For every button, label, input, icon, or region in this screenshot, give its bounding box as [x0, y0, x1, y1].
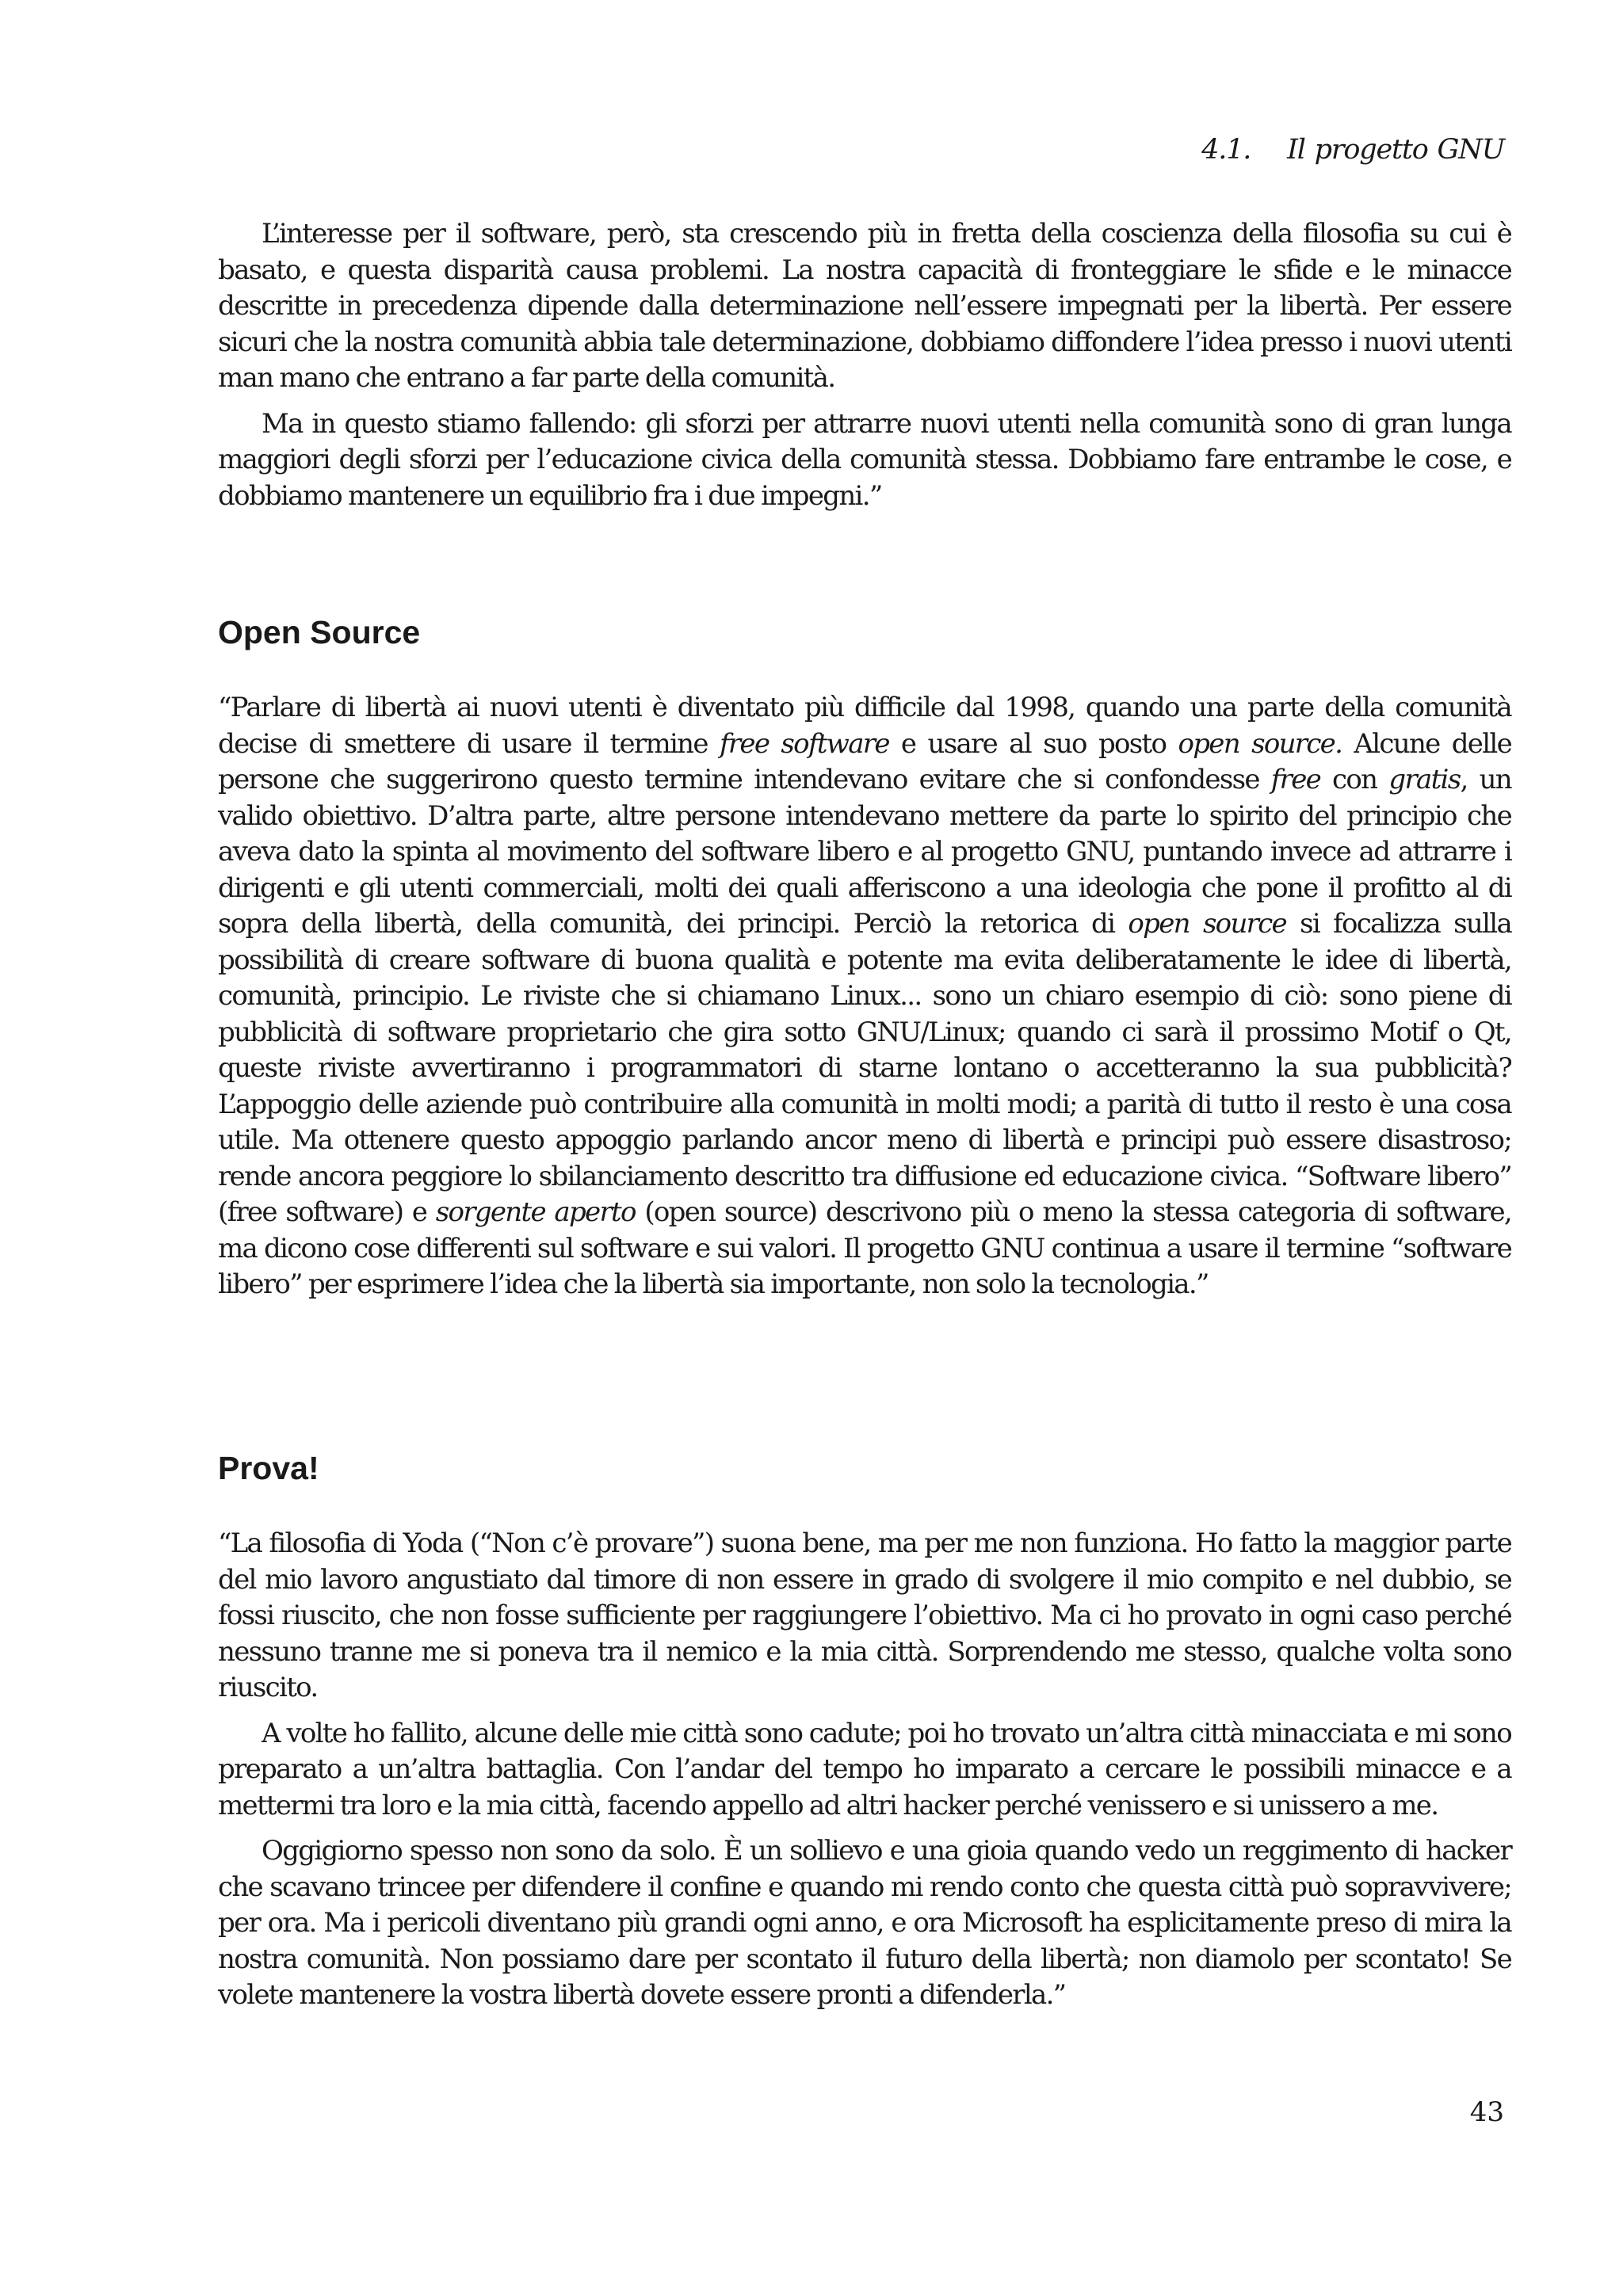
intro-text — [218, 216, 1511, 524]
text-segment: , un valido obiettivo. D’altra parte, altre persone intendevano mettere da parte lo spirito del principio che aveva dato la spinta al movimento del software libero e al progetto GNU, puntando invece ad attrarre i dirigenti e gli utenti commerciali, molti dei quali afferiscono a una ideologia che pone il profitto al di sopra della libertà, della comunità, dei principi. Perciò la retorica di — [218, 764, 1511, 940]
emphasis-sorgente-aperto: sorgente aperto — [435, 1196, 636, 1228]
emphasis-free: free — [1270, 764, 1321, 795]
prova-text — [218, 1526, 1511, 2023]
prova-paragraph-1: “La filosofia di Yoda (“Non c’è provare”) suona bene, ma per me non funziona. Ho fatto la maggior parte del mio lavoro angustiato dal timore di non essere in grado di svolgere il mio compito e nel dubbio, se fossi riuscito, che non fosse sufficiente per raggiungere l’obiettivo. Ma ci ho provato in ogni caso perché nessuno tranne me si poneva tra il nemico e la mia città. Sorprendendo me stesso, qualche volta sono riuscito. — [218, 1527, 1511, 1703]
text-segment: si focalizza sulla possibilità di creare software di buona qualità e potente ma evita deliberatamente le idee di libertà, comunità, principio. Le riviste che si chiamano Linux... sono un chiaro esempio di ciò: sono piene di pubblicità di software proprietario che gira sotto GNU/Linux; quando ci sarà il prossimo Motif o Qt, queste riviste avvertiranno i programmatori di starne lontano o accetteranno la sua pubblicità? L’appoggio delle aziende può contribuire alla comunità in molti modi; a parità di tutto il resto è una cosa utile. Ma ottenere questo appoggio parlando ancor meno di libertà e principi può essere disastroso; rende ancora peggiore lo sbilanciamento descritto tra diffusione ed educazione civica. “Software libero” (free software) e — [218, 908, 1512, 1228]
emphasis-open-source-2: open source — [1128, 908, 1286, 940]
open-source-text — [218, 690, 1511, 1313]
page-number: 43 — [1469, 2096, 1504, 2128]
emphasis-free-software: free software — [719, 727, 889, 760]
open-source-paragraph — [218, 690, 1511, 1303]
chapter-title: Il progetto GNU — [1287, 134, 1504, 166]
prova-paragraph-3: Oggigiorno spesso non sono da solo. È un sollievo e una gioia quando vedo un reggimento di hacker che scavano trincee per difendere il confine e quando mi rendo conto che questa città può sopravvivere; per ora. Ma i pericoli diventano più grandi ogni anno, e ora Microsoft ha esplicitamente preso di mira la nostra comunità. Non possiamo dare per scontato il futuro della libertà; non diamolo per scontato! Se volete mantenere la vostra libertà dovete essere pronti a difenderla.” — [218, 1835, 1511, 2011]
text-segment: “Parlare di libertà ai nuovi utenti è diventato più difficile dal 1998, quando una parte della comunità decise di smettere di usare il termine — [218, 692, 1511, 760]
text-segment: Alcune delle persone che suggerirono questo termine intendevano evitare che si confondesse — [218, 727, 1511, 795]
running-header — [1201, 133, 1504, 166]
emphasis-open-source: open source. — [1178, 727, 1342, 760]
text-segment: (open source) descrivono più o meno la stessa categoria di software, ma dicono cose differenti sul software e sui valori. Il progetto GNU continua a usare il termine “software libero” per esprimere l’idea che la libertà sia importante, non solo la tecnologia.” — [218, 1196, 1512, 1300]
text-segment: con — [1320, 764, 1389, 795]
prova-heading: Prova! — [218, 1450, 319, 1486]
intro-paragraph-2: Ma in questo stiamo fallendo: gli sforzi per attrarre nuovi utenti nella comunità sono di gran lunga maggiori degli sforzi per l’educazione civica della comunità stessa. Dobbiamo fare entrambe le cose, e dobbiamo mantenere un equilibrio fra i due impegni.” — [218, 407, 1511, 512]
text-segment: e usare al suo posto — [888, 727, 1178, 760]
prova-paragraph-2: A volte ho fallito, alcune delle mie città sono cadute; poi ho trovato un’altra città minacciata e mi sono preparato a un’altra battaglia. Con l’andar del tempo ho imparato a cercare le possibili minacce e a mettermi tra loro e la mia città, facendo appello ad altri hacker perché venissero e si unissero a me. — [218, 1717, 1511, 1821]
emphasis-gratis: gratis — [1388, 764, 1461, 795]
open-source-heading: Open Source — [218, 614, 421, 650]
section-number: 4.1. — [1201, 134, 1251, 166]
intro-paragraph-1: L’interesse per il software, però, sta crescendo più in fretta della coscienza della filosofia su cui è basato, e questa disparità causa problemi. La nostra capacità di fronteggiare le sfide e le minacce descritte in precedenza dipende dalla determinazione nell’essere impegnati per la libertà. Per essere sicuri che la nostra comunità abbia tale determinazione, dobbiamo diffondere l’idea presso i nuovi utenti man mano che entrano a far parte della comunità. — [218, 218, 1511, 394]
